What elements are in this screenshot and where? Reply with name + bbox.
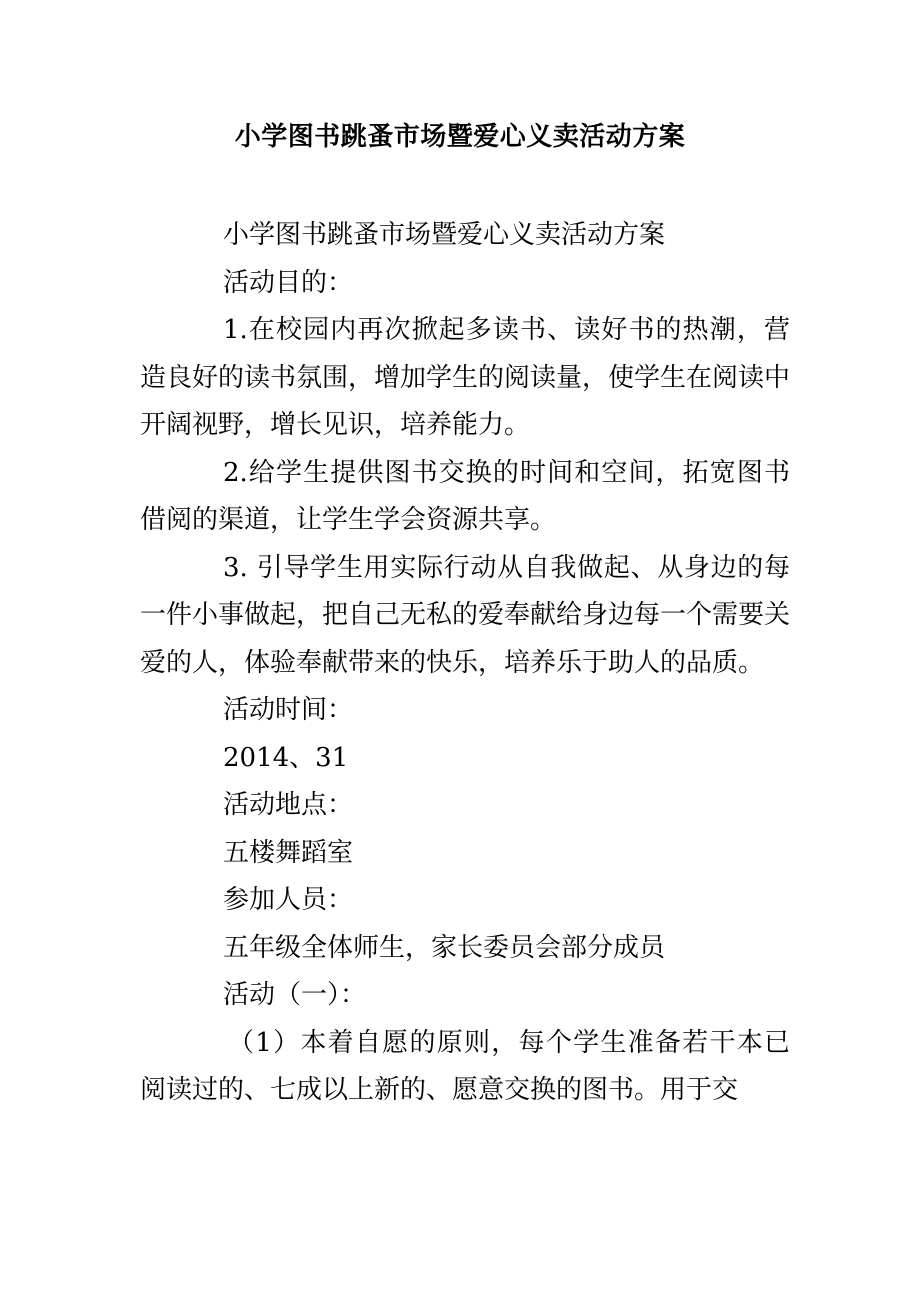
purpose-heading: 活动目的： [223,267,354,298]
time-value: 2014、31 [223,742,349,773]
activity-one-item-1: （1）本着自愿的原则，每个学生准备若干本已阅读过的、七成以上新的、愿意交换的图书。用于交 [140,1027,790,1105]
document-body [140,212,790,1115]
activity-one-heading: 活动（一）： [223,980,367,1010]
document-title: 小学图书跳蚤市场暨爱心义卖活动方案 [234,122,686,152]
participants-heading: 参加人员： [223,885,354,915]
purpose-item-2: 2.给学生提供图书交换的时间和空间，拓宽图书借阅的渠道，让学生学会资源共享。 [140,457,790,535]
time-heading: 活动时间： [223,695,354,725]
purpose-item-1: 1.在校园内再次掀起多读书、读好书的热潮，营造良好的读书氛围，增加学生的阅读量，使学生在阅读中开阔视野，增长见识，培养能力。 [140,315,791,440]
purpose-item-3: 3. 引导学生用实际行动从自我做起、从身边的每一件小事做起，把自己无私的爱奉献给身边每一个需要关爱的人，体验奉献带来的快乐，培养乐于助人的品质。 [140,552,791,678]
participants-value: 五年级全体师生，家长委员会部分成员 [223,932,666,963]
location-heading: 活动地点： [223,790,354,820]
location-value: 五楼舞蹈室 [223,837,354,868]
subtitle-paragraph: 小学图书跳蚤市场暨爱心义卖活动方案 [223,220,666,250]
